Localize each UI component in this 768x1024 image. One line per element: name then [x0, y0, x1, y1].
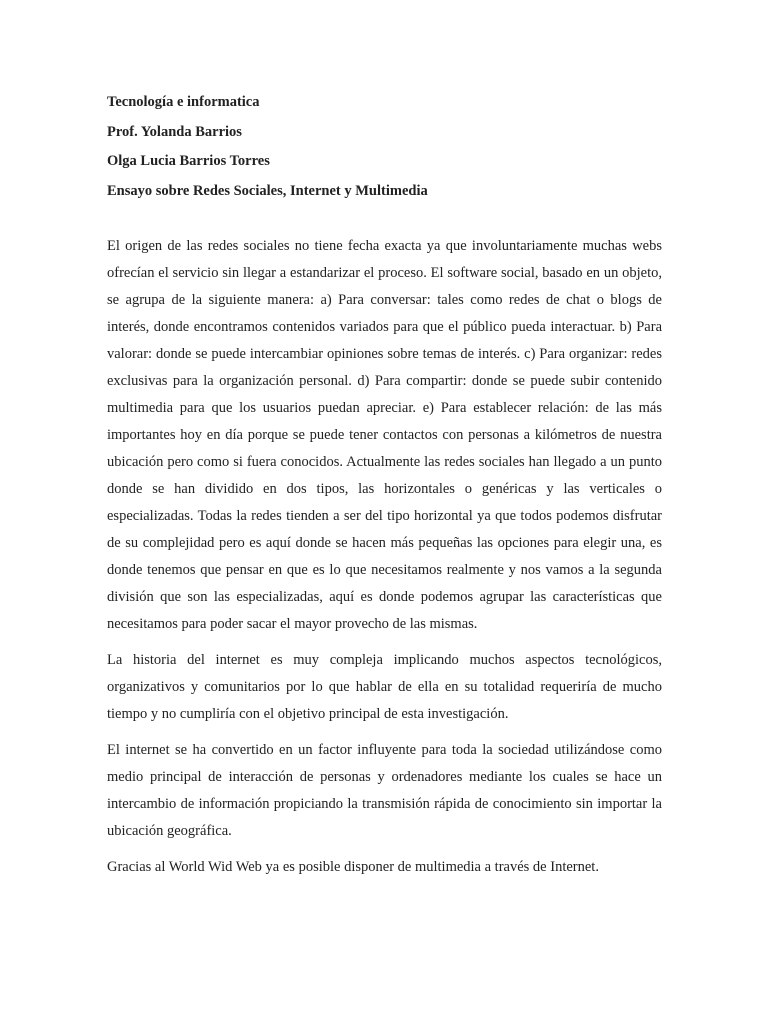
paragraph-multimedia: Gracias al World Wid Web ya es posible disponer de multimedia a través de Internet.	[107, 859, 599, 875]
document-body	[107, 233, 662, 881]
paragraph-internet-factor: El internet se ha convertido en un factor influyente para toda la sociedad utilizándose como medio principal de interacción de personas y ordenadores mediante los cuales se hace un intercambio de información propiciando la transmisión rápida de conocimiento sin importar la ubicación geográfica.	[107, 742, 662, 839]
teacher-name: Prof. Yolanda Barrios	[107, 123, 242, 140]
course-title: Tecnología e informatica	[107, 94, 260, 110]
essay-title: Ensayo sobre Redes Sociales, Internet y Multimedia	[107, 182, 428, 199]
author-name: Olga Lucia Barrios Torres	[107, 153, 270, 169]
paragraph-historia-internet: La historia del internet es muy compleja implicando muchos aspectos tecnológicos, organizativos y comunitarios por lo que hablar de ella en su totalidad requeriría de mucho tiempo y no cumpliría con el objetivo principal de esta investigación.	[107, 652, 662, 722]
document-header	[107, 88, 667, 206]
paragraph-redes-sociales: El origen de las redes sociales no tiene fecha exacta ya que involuntariamente muchas webs ofrecían el servicio sin llegar a estandarizar el proceso. El software social, basado en un objeto, se agrupa de la siguiente manera: a) Para conversar: tales como redes de chat o blogs de interés, donde encontramos contenidos variados para que el público pueda interactuar. b) Para valorar: donde se puede intercambiar opiniones sobre temas de interés. c) Para organizar: redes exclusivas para la organización personal. d) Para compartir: donde se puede subir contenido multimedia para que los usuarios puedan apreciar. e) Para establecer relación: de las más importantes hoy en día porque se puede tener contactos con personas a kilómetros de nuestra ubicación pero como si fuera conocidos. Actualmente las redes sociales han llegado a un punto donde se han dividido en dos tipos, las horizontales o genéricas y las verticales o especializadas. Todas la redes tienden a ser del tipo horizontal ya que todos podemos disfrutar de su complejidad pero es aquí donde se hacen más pequeñas las opciones para elegir una, es donde tenemos que pensar en que es lo que necesitamos realmente y nos vamos a la segunda división que son las especializadas, aquí es donde podemos agrupar las características que necesitamos para poder sacar el mayor provecho de las mismas.	[107, 238, 662, 632]
